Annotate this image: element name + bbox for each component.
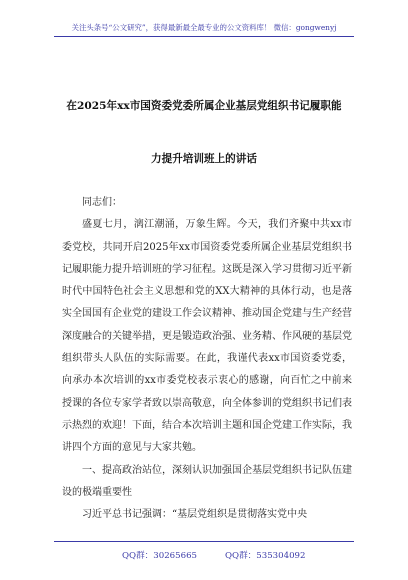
footer-rule: [54, 541, 354, 542]
header-banner-text: 关注头条号“公文研究”，获得最新最全最专业的公文资料库！ 微信：gongwenyj: [71, 23, 337, 32]
document-body: [62, 192, 352, 526]
greeting: 同志们：: [82, 197, 122, 208]
document-title-line-1: 在2025年xx市国资委党委所属企业基层党组织书记履职能: [66, 100, 342, 112]
paragraph-quote-start: 习近平总书记强调：“基层党组织是贯彻落实党中央: [82, 509, 308, 521]
header-rule: [54, 36, 354, 37]
footer-qq-group-2: QQ群：535304092: [225, 551, 306, 561]
document-title-line-2: 力提升培训班上的讲话: [151, 153, 257, 165]
header-banner: [0, 22, 408, 33]
section-heading-1: 一、提高政治站位，深刻认识加强国企基层党组织书记队伍建设的极端重要性: [62, 464, 352, 498]
footer-qq-group-1: QQ群：30265665: [122, 551, 198, 561]
paragraph-opening: 盛夏七月，漓江潮涌，万象生辉。今天，我们齐聚中共xx市委党校，共同开启2025年xx市国资委党委所属企业基层党组织书记履职能力提升培训班的学习征程。这既是深入学习贯彻习近平新时代中国特色社会主义思想和党的XX大精神的具体行动，也是落实全国国有企业党的建设工作会议精神、推动国企党建与生产经营深度融合的关键举措，更是锻造政治强、业务精、作风硬的基层党组织带头人队伍的实际需要。在此，我谨代表xx市国资委党委，向承办本次培训的xx市委党校表示衷心的感谢，向百忙之中前来授课的各位专家学者致以崇高敬意，向全体参训的党组织书记们表示热烈的欢迎！下面，结合本次培训主题和国企党建工作实际，我讲四个方面的意见与大家共勉。: [62, 219, 352, 454]
